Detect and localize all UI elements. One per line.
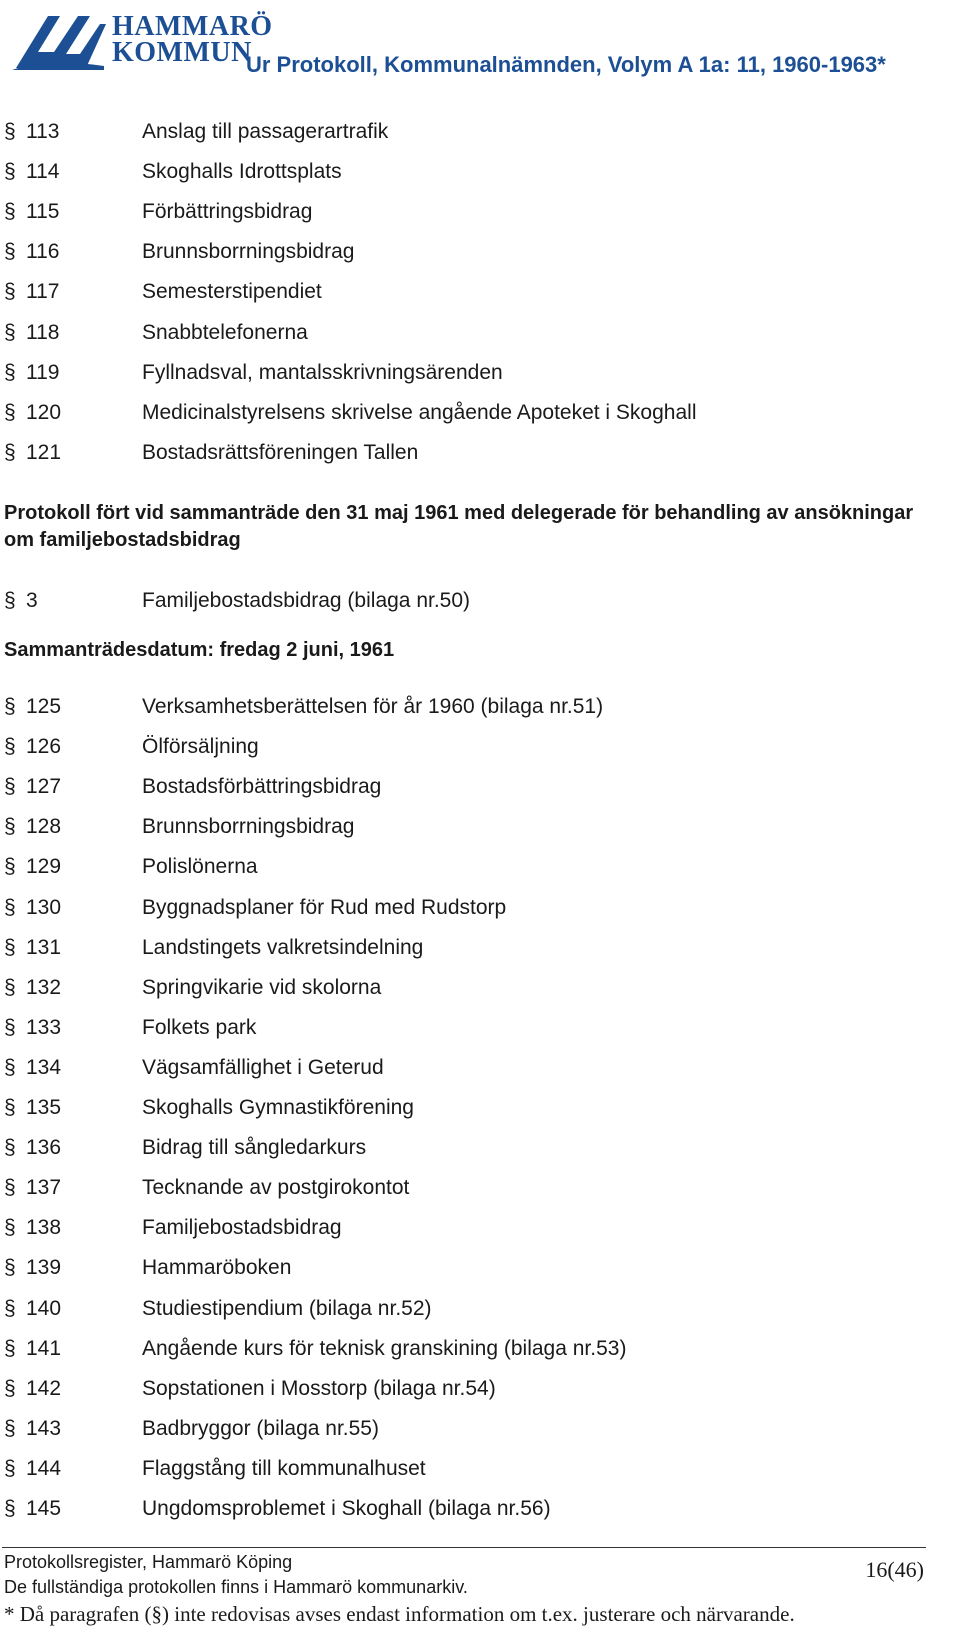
paragraph-title: Bostadsförbättringsbidrag: [142, 775, 382, 799]
paragraph-number: 145: [26, 1497, 62, 1520]
section-sign-icon: §: [4, 320, 16, 344]
footnote: * Då paragrafen (§) inte redovisas avses endast information om t.ex. justerare och närvarande.: [4, 1602, 795, 1626]
paragraph-number: 113: [26, 120, 60, 143]
paragraph-number: 120: [26, 400, 62, 424]
section-sign-icon: §: [4, 1096, 16, 1119]
paragraph-title: Medicinalstyrelsens skrivelse angående Apoteket i Skoghall: [142, 400, 697, 424]
paragraph-title: Brunnsborrningsbidrag: [142, 815, 355, 839]
section-sign-icon: §: [4, 120, 16, 143]
section-sign-icon: §: [4, 1055, 16, 1079]
section-sign-icon: §: [4, 1216, 16, 1240]
paragraph-title: Semesterstipendiet: [142, 280, 322, 304]
paragraph-number: 127: [26, 775, 62, 799]
paragraph-title: Polislönerna: [142, 855, 258, 879]
section-sign-icon: §: [4, 280, 16, 304]
section-sign-icon: §: [4, 589, 16, 612]
document-title: Ur Protokoll, Kommunalnämnden, Volym A 1a: 11, 1960-1963*: [246, 52, 886, 77]
logo-line-1: HAMMARÖ: [112, 11, 273, 42]
section-sign-icon: §: [4, 1176, 16, 1200]
section-sign-icon: §: [4, 735, 16, 759]
section-sign-icon: §: [4, 775, 16, 799]
paragraph-title: Snabbtelefonerna: [142, 320, 308, 344]
section-sign-icon: §: [4, 440, 16, 464]
paragraph-title: Skoghalls Gymnastikförening: [142, 1096, 414, 1119]
paragraph-number: 140: [26, 1296, 62, 1320]
paragraph-number: 129: [26, 855, 62, 879]
page-header: [0, 0, 960, 90]
paragraph-title: Förbättringsbidrag: [142, 200, 313, 224]
paragraph-title: Byggnadsplaner för Rud med Rudstorp: [142, 895, 507, 919]
hammaro-kommun-logo: [8, 6, 273, 74]
section-sign-icon: §: [4, 1336, 16, 1360]
paragraph-title: Skoghalls Idrottsplats: [142, 160, 342, 184]
paragraph-number: 132: [26, 975, 62, 999]
section-sign-icon: §: [4, 895, 16, 919]
section-sign-icon: §: [4, 1256, 16, 1280]
paragraph-number: 136: [26, 1136, 62, 1160]
paragraph-title: Fyllnadsval, mantalsskrivningsärenden: [142, 360, 503, 384]
section-sign-icon: §: [4, 360, 16, 384]
section-sign-icon: §: [4, 1296, 16, 1320]
paragraph-title: Angående kurs för teknisk granskining (bilaga nr.53): [142, 1336, 627, 1360]
paragraph-title: Ölförsäljning: [142, 735, 259, 759]
paragraph-number: 121: [26, 440, 62, 464]
paragraph-title: Hammaröboken: [142, 1256, 292, 1280]
paragraph-title: Studiestipendium (bilaga nr.52): [142, 1296, 432, 1320]
hammaro-logo-icon: [8, 6, 108, 72]
section-sign-icon: §: [4, 855, 16, 879]
section-heading-meeting-2-juni: Sammanträdesdatum: fredag 2 juni, 1961: [4, 639, 395, 661]
paragraph-number: 116: [26, 240, 60, 264]
section-sign-icon: §: [4, 1416, 16, 1440]
paragraph-title: Brunnsborrningsbidrag: [142, 240, 355, 264]
paragraph-title: Vägsamfällighet i Geterud: [142, 1055, 384, 1079]
section-heading-meeting-31-maj: Protokoll fört vid sammanträde den 31 maj 1961 med delegerade för behandling av ansökningar om familjebostadsbidrag: [4, 502, 914, 551]
paragraph-number: 126: [26, 735, 62, 759]
paragraph-title: Landstingets valkretsindelning: [142, 935, 424, 959]
paragraph-title: Anslag till passagerartrafik: [142, 120, 389, 143]
footer-register: Protokollsregister, Hammarö Köping: [4, 1552, 293, 1572]
paragraph-title: Sopstationen i Mosstorp (bilaga nr.54): [142, 1376, 496, 1400]
section-sign-icon: §: [4, 1136, 16, 1160]
section-sign-icon: §: [4, 1015, 16, 1039]
logo-line-2: KOMMUN: [112, 37, 252, 68]
paragraph-title: Familjebostadsbidrag (bilaga nr.50): [142, 589, 471, 612]
paragraph-number: 125: [26, 695, 62, 718]
paragraph-title: Bidrag till sångledarkurs: [142, 1136, 367, 1160]
footer-divider: [2, 1547, 926, 1548]
paragraph-title: Bostadsrättsföreningen Tallen: [142, 440, 419, 464]
paragraph-number: 117: [26, 280, 60, 304]
paragraph-number: 143: [26, 1416, 62, 1440]
paragraph-title: Familjebostadsbidrag: [142, 1216, 342, 1240]
footer-archive-note: De fullständiga protokollen finns i Hammarö kommunarkiv.: [4, 1577, 468, 1597]
paragraph-title: Verksamhetsberättelsen för år 1960 (bilaga nr.51): [142, 695, 604, 718]
section-sign-icon: §: [4, 1456, 16, 1480]
paragraph-number: 142: [26, 1376, 62, 1400]
page-number: 16(46): [865, 1557, 924, 1582]
section-sign-icon: §: [4, 1376, 16, 1400]
paragraph-title: Folkets park: [142, 1015, 257, 1039]
paragraph-number: 134: [26, 1055, 62, 1079]
paragraph-number: 141: [26, 1336, 62, 1360]
paragraph-number: 3: [26, 589, 38, 612]
paragraph-number: 115: [26, 200, 60, 224]
paragraph-number: 137: [26, 1176, 62, 1200]
section-sign-icon: §: [4, 200, 16, 224]
section-sign-icon: §: [4, 1497, 16, 1520]
paragraph-number: 139: [26, 1256, 62, 1280]
paragraph-number: 133: [26, 1015, 62, 1039]
paragraph-number: 135: [26, 1096, 62, 1119]
section-sign-icon: §: [4, 400, 16, 424]
section-sign-icon: §: [4, 815, 16, 839]
paragraph-title: Tecknande av postgirokontot: [142, 1176, 410, 1200]
section-sign-icon: §: [4, 240, 16, 264]
paragraph-number: 131: [26, 935, 62, 959]
paragraph-number: 128: [26, 815, 62, 839]
paragraph-title: Ungdomsproblemet i Skoghall (bilaga nr.56): [142, 1497, 551, 1520]
section-sign-icon: §: [4, 935, 16, 959]
paragraph-title: Flaggstång till kommunalhuset: [142, 1456, 426, 1480]
paragraph-number: 118: [26, 320, 60, 344]
paragraph-number: 144: [26, 1456, 62, 1480]
paragraph-number: 119: [26, 360, 60, 384]
paragraph-number: 130: [26, 895, 62, 919]
paragraph-title: Springvikarie vid skolorna: [142, 975, 382, 999]
section-sign-icon: §: [4, 975, 16, 999]
section-sign-icon: §: [4, 695, 16, 718]
section-sign-icon: §: [4, 160, 16, 184]
paragraph-number: 114: [26, 160, 60, 184]
paragraph-number: 138: [26, 1216, 62, 1240]
paragraph-title: Badbryggor (bilaga nr.55): [142, 1416, 379, 1440]
